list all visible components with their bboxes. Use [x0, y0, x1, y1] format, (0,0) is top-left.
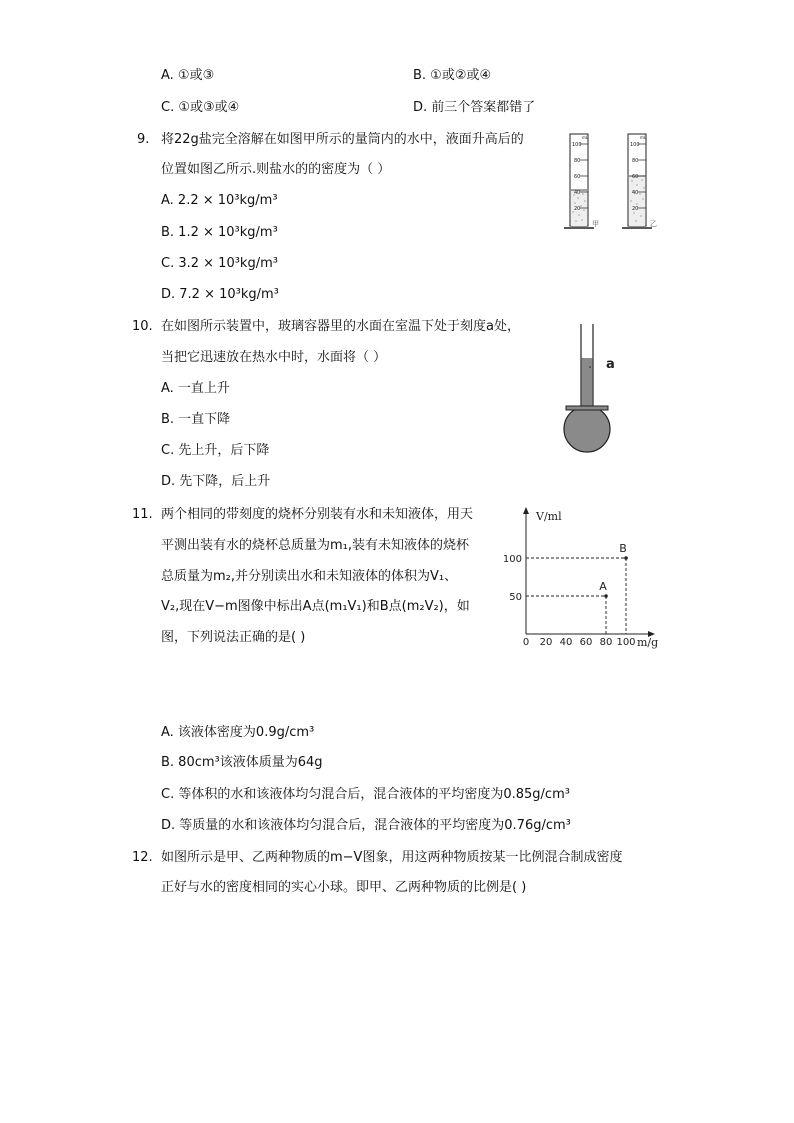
q11-stem-line4: V₂,现在V−m图像中标出A点(m₁V₁)和B点(m₂V₂)，如 — [161, 599, 470, 614]
q11-stem-line3: 总质量为m₂,并分别读出水和未知液体的体积为V₁、 — [161, 569, 458, 584]
q11-option-b: B. 80cm³该液体质量为64g — [161, 755, 323, 770]
q10-stem-line1: 在如图所示装置中，玻璃容器里的水面在室温下处于刻度a处， — [161, 319, 520, 334]
q8-option-a: A. ①或③ — [161, 68, 215, 83]
mark-a-label: a — [606, 357, 615, 372]
x-tick-label: 60 — [579, 637, 593, 648]
x-tick-label: 80 — [599, 637, 613, 648]
cylinder-yi — [622, 134, 657, 228]
tick-label: 100 — [572, 142, 582, 148]
point-label-a: A — [599, 580, 607, 593]
q11-stem-line2: 平测出装有水的烧杯总质量为m₁,装有未知液体的烧杯 — [161, 538, 470, 553]
x-tick-label: 40 — [559, 637, 573, 648]
q8-option-d: D. 前三个答案都错了 — [413, 100, 536, 115]
q11-option-a: A. 该液体密度为0.9g/cm³ — [161, 725, 315, 740]
graduated-cylinders-figure — [558, 128, 668, 234]
q11-stem-line5: 图，下列说法正确的是( ) — [161, 630, 306, 645]
tick-label: 40 — [574, 190, 581, 196]
q12-stem-line1: 如图所示是甲、乙两种物质的m−V图象，用这两种物质按某一比例混合制成密度 — [161, 850, 623, 865]
v-m-chart — [500, 502, 670, 652]
x-tick-label: 0 — [522, 637, 530, 648]
q9-option-d: D. 7.2 × 10³kg/m³ — [161, 287, 279, 302]
q10-option-c: C. 先上升，后下降 — [161, 443, 270, 458]
label-yi: 乙 — [650, 220, 657, 228]
tick-label: 60 — [632, 174, 639, 180]
q12-stem-line2: 正好与水的密度相同的实心小球。即甲、乙两种物质的比例是( ) — [161, 880, 527, 895]
tick-label: 20 — [574, 206, 581, 212]
q8-option-c: C. ①或③或④ — [161, 100, 240, 115]
tick-label: 60 — [574, 174, 581, 180]
point-label-b: B — [619, 542, 627, 555]
x-axis-label: m/g — [637, 636, 659, 649]
q10-option-a: A. 一直上升 — [161, 381, 230, 396]
q10-option-d: D. 先下降，后上升 — [161, 474, 271, 489]
q11-option-c: C. 等体积的水和该液体均匀混合后，混合液体的平均密度为0.85g/cm³ — [161, 787, 570, 802]
cylinder-jia — [564, 134, 599, 228]
q10-stem-line2: 当把它迅速放在热水中时，水面将（ ） — [161, 350, 387, 365]
q9-option-c: C. 3.2 × 10³kg/m³ — [161, 256, 278, 271]
q9-stem-line2: 位置如图乙所示.则盐水的的密度为（ ） — [161, 162, 391, 177]
y-axis-label: V/ml — [536, 510, 562, 523]
unit-label: mL — [582, 135, 589, 140]
question-number: 12. — [132, 850, 153, 865]
question-number: 10. — [132, 319, 153, 334]
tick-label: 20 — [632, 206, 639, 212]
unit-label: mL — [640, 135, 647, 140]
q8-option-b: B. ①或②或④ — [413, 68, 492, 83]
q9-option-a: A. 2.2 × 10³kg/m³ — [161, 193, 278, 208]
point-b — [624, 556, 628, 560]
tick-label: 40 — [632, 190, 639, 196]
q11-stem-line1: 两个相同的带刻度的烧杯分别装有水和未知液体，用天 — [161, 507, 474, 522]
x-tick-label: 20 — [539, 637, 553, 648]
q9-stem-line1: 将22g盐完全溶解在如图甲所示的量筒内的水中，液面升高后的 — [161, 132, 524, 147]
question-number: 11. — [132, 507, 153, 522]
x-tick-label: 100 — [616, 637, 636, 648]
q9-option-b: B. 1.2 × 10³kg/m³ — [161, 225, 278, 240]
q11-option-d: D. 等质量的水和该液体均匀混合后，混合液体的平均密度为0.76g/cm³ — [161, 818, 571, 833]
flask-tube-figure — [560, 322, 630, 457]
label-jia: 甲 — [592, 220, 599, 228]
y-axis — [523, 507, 529, 634]
question-number: 9. — [137, 132, 150, 147]
tick-label: 80 — [574, 158, 581, 164]
tick-label: 100 — [630, 142, 640, 148]
y-tick-label: 100 — [502, 554, 522, 565]
point-a — [604, 594, 608, 598]
y-tick-label: 50 — [509, 592, 522, 603]
q10-option-b: B. 一直下降 — [161, 412, 231, 427]
tick-label: 80 — [632, 158, 639, 164]
